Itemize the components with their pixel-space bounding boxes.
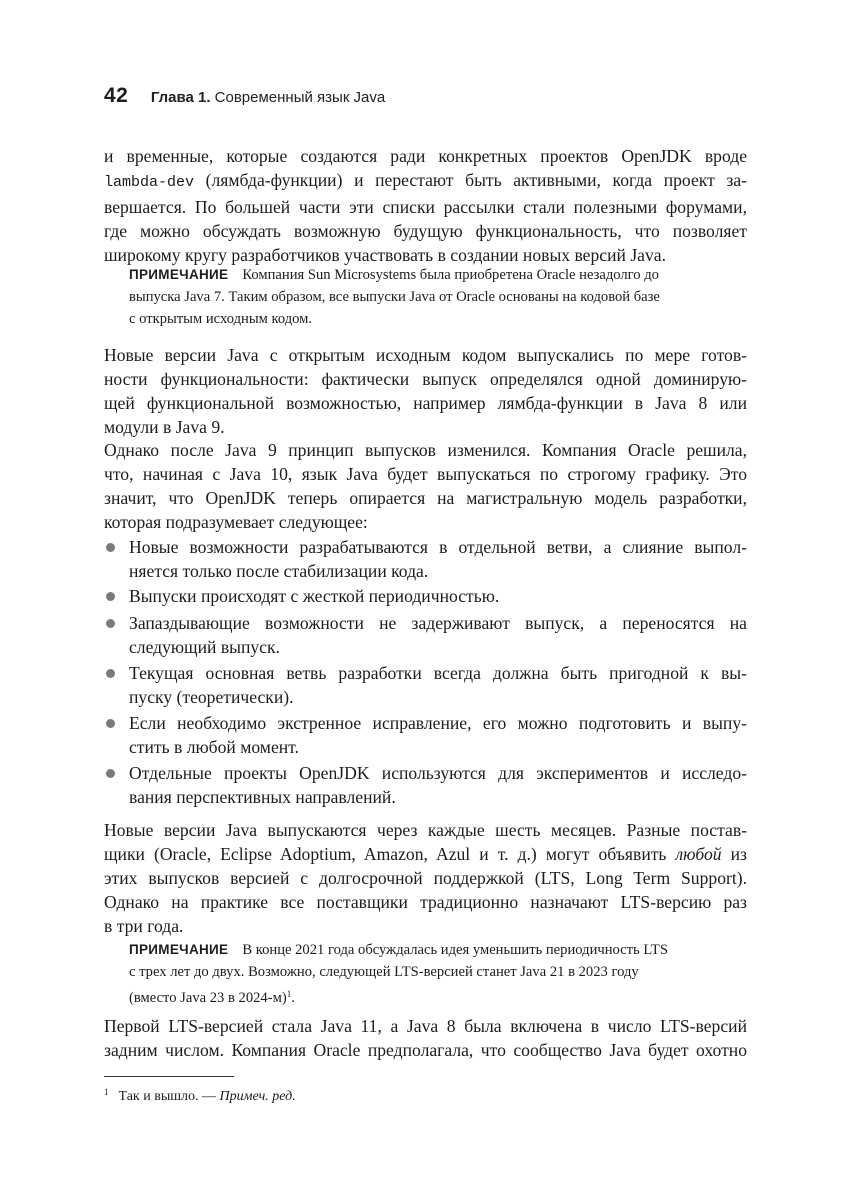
note-line: выпуска Java 7. Таким образом, все выпуски Java от Oracle основаны на кодовой базе [129, 289, 660, 305]
note-1 [129, 264, 747, 330]
text-line: широкому кругу разработчиков участвовать в создании новых версий Java. [104, 245, 666, 265]
bullet-icon [106, 769, 115, 778]
bullet-icon [106, 592, 115, 601]
text-line: ности функциональности: фактически выпуск определялся одной доминирую- [104, 369, 747, 389]
text-line: стить в любой момент. [129, 737, 299, 757]
footnote-italic: Примеч. ред. [219, 1089, 296, 1104]
text-line: следующий выпуск. [129, 637, 280, 657]
text-line: пуску (теоретически). [129, 687, 294, 707]
text-line: что, начиная с Java 10, язык Java будет выпускаться по строгому графику. Это [104, 464, 747, 484]
text-line: Новые версии Java выпускаются через каждые шесть месяцев. Разные постав- [104, 820, 747, 840]
text-line: вания перспективных направлений. [129, 787, 396, 807]
text-span: В конце 2021 года обсуждалась идея уменьшить периодичность LTS [242, 942, 668, 958]
note-line [129, 264, 747, 286]
text-span: щики (Oracle, Eclipse Adoptium, Amazon, Azul и т. д.) могут объявить [104, 844, 676, 864]
text-line: Текущая основная ветвь разработки всегда должна быть пригодной к вы- [129, 663, 747, 683]
text-line: Отдельные проекты OpenJDK используются для экспериментов и исследо- [129, 763, 747, 783]
note-label: ПРИМЕЧАНИЕ [129, 942, 229, 957]
text-line: Новые возможности разрабатываются в отдельной ветви, а слияние выпол- [129, 537, 747, 557]
text-line: значит, что OpenJDK теперь опирается на магистральную модель разработки, [104, 488, 747, 508]
text-line: задним числом. Компания Oracle предполагала, что сообщество Java будет охотно [104, 1040, 747, 1060]
paragraph-1 [104, 144, 747, 267]
text-line [104, 168, 747, 195]
note-line: с открытым исходным кодом. [129, 311, 313, 327]
footnote-text: Так и вышло. — [118, 1089, 220, 1104]
text-line: и временные, которые создаются ради конкретных проектов OpenJDK вроде [104, 146, 747, 166]
text-line [104, 842, 747, 866]
bullet-icon [106, 669, 115, 678]
text-line: Первой LTS-версией стала Java 11, а Java 8 была включена в число LTS-версий [104, 1016, 747, 1036]
page-header [104, 84, 747, 108]
text-line: модули в Java 9. [104, 417, 225, 437]
chapter-label: Глава 1. [150, 89, 211, 106]
text-line: в три года. [104, 916, 184, 936]
running-head [151, 89, 385, 106]
note-label: ПРИМЕЧАНИЕ [129, 267, 229, 282]
note-2 [129, 939, 747, 1009]
text-line: няется только после стабилизации кода. [129, 561, 429, 581]
text-span: (вместо Java 23 в 2024-м) [129, 990, 287, 1006]
text-line: Если необходимо экстренное исправление, его можно подготовить и выпу- [129, 713, 747, 733]
paragraph-4 [104, 818, 747, 938]
footnote-ref[interactable]: 1 [286, 989, 292, 999]
text-span: Компания Sun Microsystems была приобретена Oracle незадолго до [242, 267, 659, 283]
text-span: (лямбда-функции) и перестают быть активными, когда проект за- [194, 170, 747, 190]
text-line: Новые версии Java с открытым исходным кодом выпускались по мере готов- [104, 345, 747, 365]
emphasis: любой [675, 844, 722, 864]
note-line [129, 939, 747, 961]
text-span: из [721, 844, 748, 864]
paragraph-2 [104, 343, 747, 439]
bullet-icon [106, 619, 115, 628]
text-span: . [291, 990, 295, 1006]
text-line: Однако на практике все поставщики традиционно назначают LTS-версию раз [104, 892, 747, 912]
paragraph-3 [104, 438, 747, 534]
text-line: щей функциональной возможностью, например лямбда-функции в Java 8 или [104, 393, 747, 413]
note-line: с трех лет до двух. Возможно, следующей LTS-версией станет Java 21 в 2023 году [129, 964, 639, 980]
paragraph-5 [104, 1014, 747, 1062]
bullet-icon [106, 719, 115, 728]
footnote-number: 1 [104, 1087, 109, 1097]
text-line: этих выпусков версией с долгосрочной поддержкой (LTS, Long Term Support). [104, 868, 747, 888]
text-line: Однако после Java 9 принцип выпусков изменился. Компания Oracle решила, [104, 440, 747, 460]
text-line: Выпуски происходят с жесткой периодичностью. [129, 586, 500, 606]
footnote [104, 1082, 296, 1107]
note-line [129, 983, 747, 1009]
text-line: вершается. По большей части эти списки рассылки стали полезными форумами, [104, 197, 747, 217]
bullet-icon [106, 543, 115, 552]
chapter-title: Современный язык Java [214, 89, 386, 106]
page-number: 42 [104, 84, 129, 107]
text-line: Запаздывающие возможности не задерживают выпуск, а переносятся на [129, 613, 747, 633]
code-inline: lambda-dev [104, 174, 195, 191]
footnote-divider [104, 1076, 234, 1077]
text-line: которая подразумевает следующее: [104, 512, 368, 532]
text-line: где можно обсуждать возможную будущую функциональность, что позволяет [104, 221, 747, 241]
